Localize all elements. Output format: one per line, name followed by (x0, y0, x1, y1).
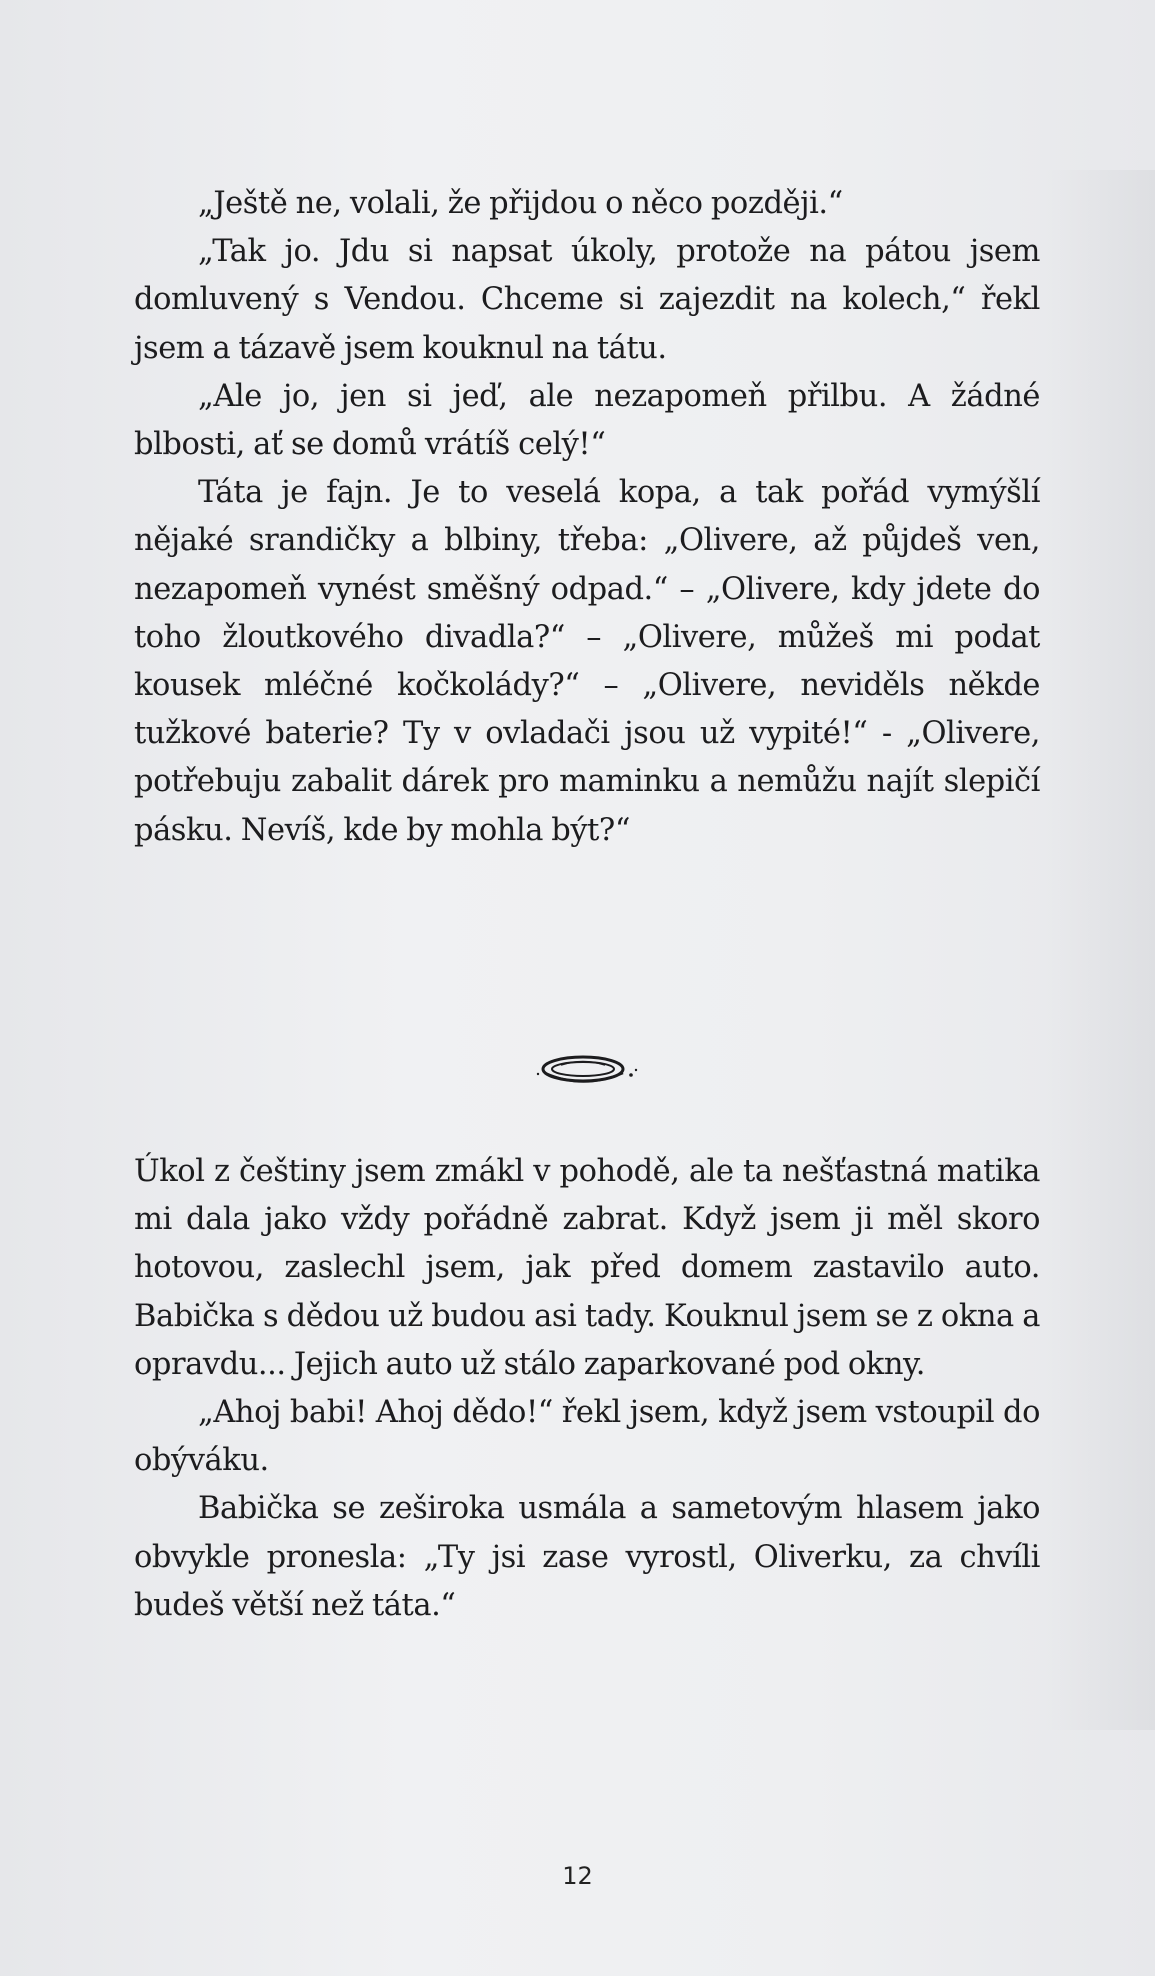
paragraph: „Ale jo, jen si jeď, ale nezapomeň přilbu. A žádné blbosti, ať se domů vrátíš celý!“ (134, 378, 1040, 463)
page-number: 12 (562, 1862, 593, 1890)
text-section-2 (134, 1148, 1040, 1630)
paragraph: Úkol z češtiny jsem zmákl v pohodě, ale ta nešťastná matika mi dala jako vždy pořádně zabrat. Když jsem ji měl skoro hotovou, zaslechl jsem, jak před domem zastavilo auto. Babička s dědou už budou asi tady. Kouknul jsem se z okna a opravdu... Jejich auto už stálo zaparkované pod okny. (134, 1154, 1040, 1382)
paragraph: „Tak jo. Jdu si napsat úkoly, protože na pátou jsem domluvený s Vendou. Chceme si zajezdit na kolech,“ řekl jsem a tázavě jsem kouknul na tátu. (134, 234, 1040, 366)
paragraph: Táta je fajn. Je to veselá kopa, a tak pořád vymýšlí nějaké srandičky a blbiny, třeba: „Olivere, až půjdeš ven, nezapomeň vynést směšný odpad.“ – „Olivere, kdy jdete do toho žloutkového divadla?“ – „Olivere, můžeš mi podat kousek mléčné kočkolády?“ – „Olivere, neviděls někde tužkové baterie? Ty v ovladači jsou už vypité!“ - „Olivere, potřebuju zabalit dárek pro maminku a nemůžu najít slepičí pásku. Nevíš, kde by mohla být?“ (134, 475, 1040, 848)
text-section-1 (134, 180, 1040, 855)
paragraph: Babička se zeširoka usmála a sametovým hlasem jako obvykle pronesla: „Ty jsi zase vyrostl, Oliverku, za chvíli budeš větší než táta.“ (134, 1491, 1040, 1623)
paragraph: „Ahoj babi! Ahoj dědo!“ řekl jsem, když jsem vstoupil do obýváku. (134, 1395, 1040, 1479)
paragraph: „Ještě ne, volali, že přijdou o něco později.“ (198, 186, 843, 221)
scene-break-ornament-icon (531, 1046, 643, 1092)
page-edge-shadow (1045, 170, 1155, 1730)
